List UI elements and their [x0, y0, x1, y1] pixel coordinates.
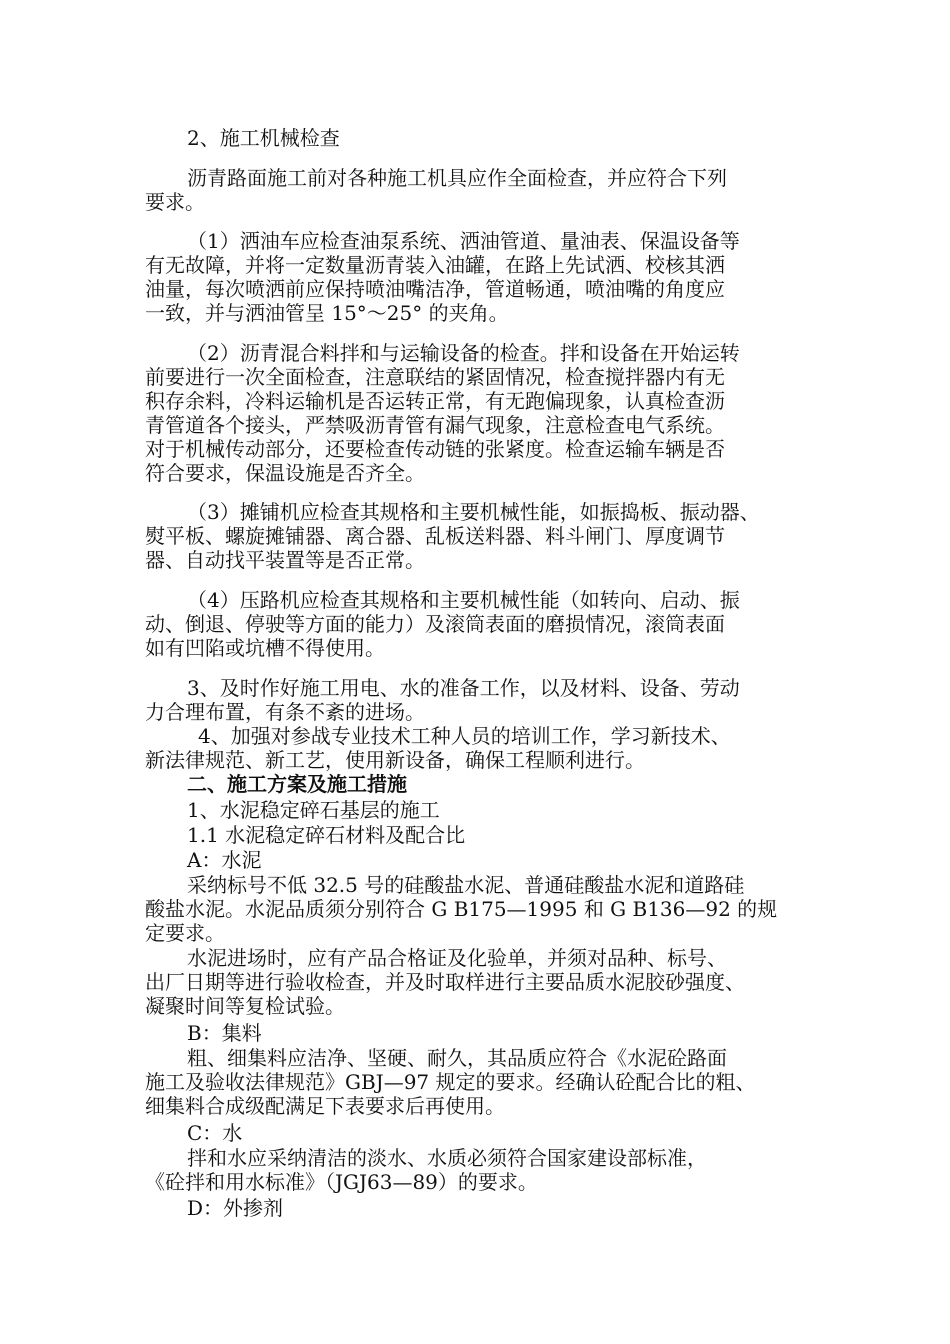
paragraph-line: 器、自动找平装置等是否正常。 [145, 548, 425, 572]
subsection-heading: 1、水泥稳定碎石基层的施工 [187, 798, 440, 822]
paragraph-line: （3）摊铺机应检查其规格和主要机械性能，如振捣板、振动器、 [187, 500, 760, 524]
paragraph-line: 青管道各个接头，严禁吸沥青管有漏气现象，注意检查电气系统。 [145, 413, 725, 437]
paragraph-line: 4、加强对参战专业技术工种人员的培训工作，学习新技术、 [198, 724, 731, 748]
paragraph-line: 细集料合成级配满足下表要求后再使用。 [145, 1094, 505, 1118]
paragraph-line: 定要求。 [145, 921, 225, 945]
paragraph-line: 前要进行一次全面检查，注意联结的紧固情况，检查搅拌器内有无 [145, 365, 725, 389]
section-heading-construction-plan: 二、施工方案及施工措施 [187, 772, 407, 796]
paragraph-line: 施工及验收法律规范》GBJ—97 规定的要求。经确认砼配合比的粗、 [145, 1070, 756, 1094]
paragraph-line: 粗、细集料应洁净、坚硬、耐久，其品质应符合《水泥砼路面 [187, 1046, 727, 1070]
paragraph-line: （4）压路机应检查其规格和主要机械性能（如转向、启动、振 [187, 588, 740, 612]
paragraph-line: 有无故障，并将一定数量沥青装入油罐，在路上先试洒、校核其洒 [145, 253, 725, 277]
paragraph-line: 油量，每次喷洒前应保持喷油嘴洁净，管道畅通，喷油嘴的角度应 [145, 277, 725, 301]
paragraph-line: 要求。 [145, 190, 205, 214]
paragraph-line: 符合要求，保温设施是否齐全。 [145, 461, 425, 485]
paragraph-line: 新法律规范、新工艺，使用新设备，确保工程顺利进行。 [145, 748, 645, 772]
paragraph-line: （2）沥青混合料拌和与运输设备的检查。拌和设备在开始运转 [187, 341, 740, 365]
paragraph-line: 采纳标号不低 32.5 号的硅酸盐水泥、普通硅酸盐水泥和道路硅 [187, 873, 745, 897]
paragraph-line: 积存余料，冷料运输机是否运转正常，有无跑偏现象，认真检查沥 [145, 389, 725, 413]
subsection-heading: 1.1 水泥稳定碎石材料及配合比 [187, 823, 466, 847]
item-heading-aggregate: B：集料 [187, 1021, 262, 1045]
paragraph-line: 酸盐水泥。水泥品质须分别符合 G B175—1995 和 G B136—92 的规 [145, 897, 778, 921]
paragraph-line: 一致，并与洒油管呈 15°～25° 的夹角。 [145, 301, 509, 325]
paragraph-line: 力合理布置，有条不紊的进场。 [145, 700, 425, 724]
paragraph-line: 《砼拌和用水标准》（JGJ63—89）的要求。 [145, 1170, 538, 1194]
section-heading-machinery-check: 2、施工机械检查 [187, 126, 340, 150]
paragraph-line: 3、及时作好施工用电、水的准备工作，以及材料、设备、劳动 [187, 676, 740, 700]
paragraph-line: 拌和水应采纳清洁的淡水、水质必须符合国家建设部标准， [187, 1146, 707, 1170]
paragraph-line: 水泥进场时，应有产品合格证及化验单，并须对品种、标号、 [187, 946, 727, 970]
paragraph-line: 动、倒退、停驶等方面的能力）及滚筒表面的磨损情况，滚筒表面 [145, 612, 725, 636]
item-heading-admixture: D：外掺剂 [187, 1196, 284, 1220]
paragraph-line: （1）洒油车应检查油泵系统、洒油管道、量油表、保温设备等 [187, 229, 740, 253]
paragraph-line: 出厂日期等进行验收检查，并及时取样进行主要品质水泥胶砂强度、 [145, 970, 745, 994]
paragraph-line: 沥青路面施工前对各种施工机具应作全面检查，并应符合下列 [187, 166, 727, 190]
item-heading-cement: A：水泥 [187, 848, 262, 872]
paragraph-line: 凝聚时间等复检试验。 [145, 994, 345, 1018]
paragraph-line: 如有凹陷或坑槽不得使用。 [145, 636, 385, 660]
paragraph-line: 对于机械传动部分，还要检查传动链的张紧度。检查运输车辆是否 [145, 437, 725, 461]
paragraph-line: 熨平板、螺旋摊铺器、离合器、乱板送料器、料斗闸门、厚度调节 [145, 524, 725, 548]
item-heading-water: C：水 [187, 1121, 243, 1145]
